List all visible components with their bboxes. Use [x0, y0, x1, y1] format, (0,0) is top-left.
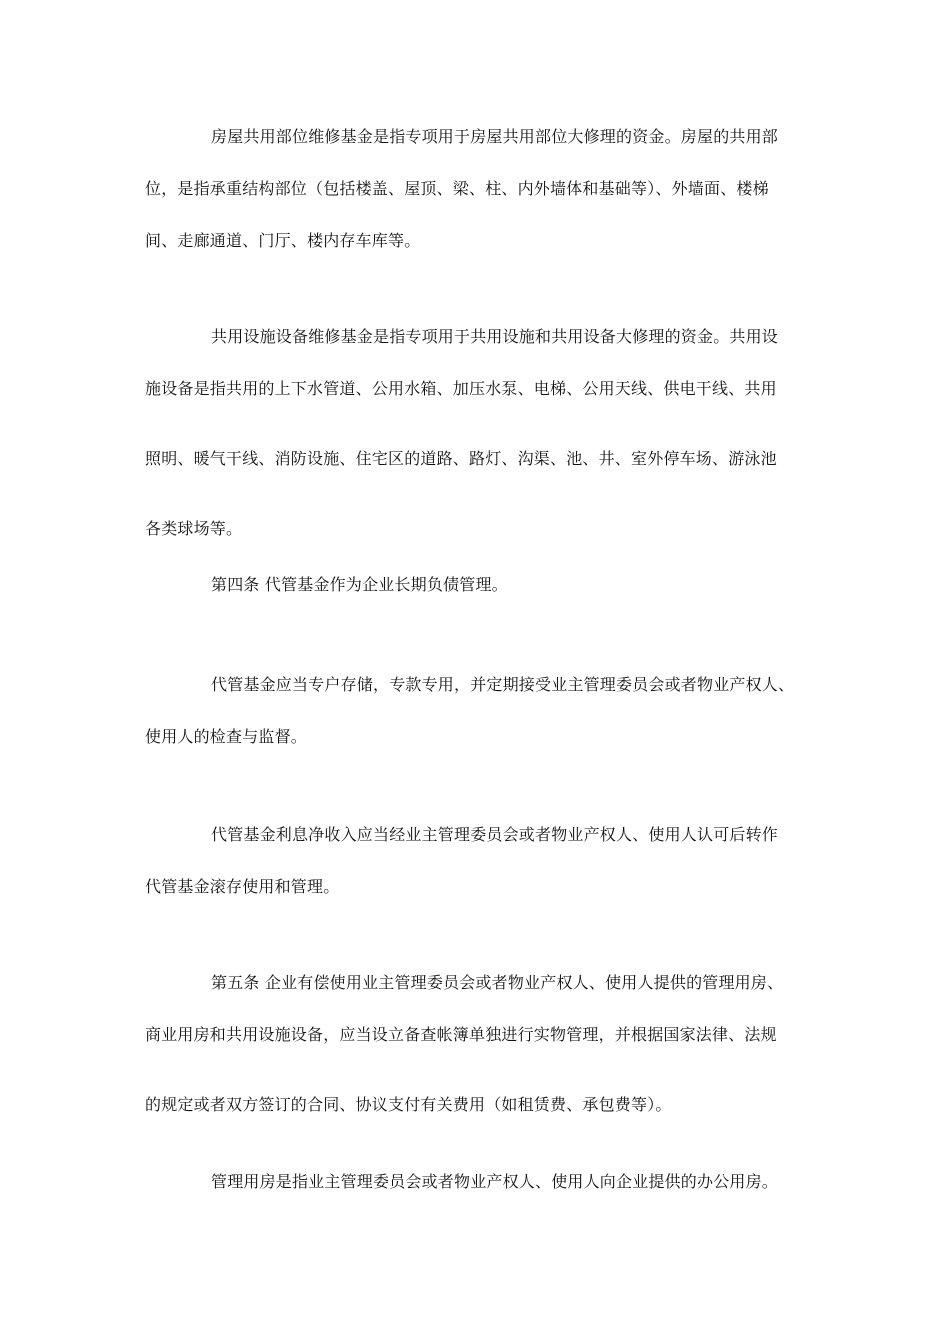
paragraph-line: 照明、暖气干线、消防设施、住宅区的道路、路灯、沟渠、池、井、室外停车场、游泳池 [145, 449, 777, 468]
paragraph-line: 管理用房是指业主管理委员会或者物业产权人、使用人向企业提供的办公用房。 [211, 1172, 779, 1191]
paragraph-line: 使用人的检查与监督。 [145, 727, 308, 746]
paragraph-management-rooms [145, 1165, 845, 1199]
paragraph-line: 间、走廊通道、门厅、楼内存车库等。 [145, 231, 421, 250]
paragraph-line: 第四条 代管基金作为企业长期负债管理。 [211, 575, 508, 594]
paragraph-line: 代管基金利息净收入应当经业主管理委员会或者物业产权人、使用人认可后转作 [211, 825, 779, 844]
paragraph-fund-interest [145, 818, 845, 922]
paragraph-common-facilities-fund [145, 320, 845, 564]
paragraph-line: 代管基金应当专户存储，专款专用，并定期接受业主管理委员会或者物业产权人、 [211, 675, 795, 694]
paragraph-line: 位，是指承重结构部位（包括楼盖、屋顶、梁、柱、内外墙体和基础等）、外墙面、楼梯 [145, 179, 769, 198]
paragraph-line: 施设备是指共用的上下水管道、公用水箱、加压水泵、电梯、公用天线、供电干线、共用 [145, 379, 777, 398]
paragraph-fund-deposit [145, 668, 845, 772]
paragraph-common-parts-fund [145, 120, 845, 258]
paragraph-line: 各类球场等。 [145, 519, 243, 538]
paragraph-line: 的规定或者双方签订的合同、协议支付有关费用（如租赁费、承包费等）。 [145, 1095, 672, 1114]
paragraph-line: 第五条 企业有偿使用业主管理委员会或者物业产权人、使用人提供的管理用房、 [211, 973, 784, 992]
paragraph-line: 代管基金滚存使用和管理。 [145, 877, 340, 896]
paragraph-article-four [145, 568, 845, 602]
paragraph-article-five [145, 966, 845, 1140]
paragraph-line: 房屋共用部位维修基金是指专项用于房屋共用部位大修理的资金。房屋的共用部 [211, 127, 779, 146]
paragraph-line: 商业用房和共用设施设备，应当设立备查帐簿单独进行实物管理，并根据国家法律、法规 [145, 1025, 777, 1044]
paragraph-line: 共用设施设备维修基金是指专项用于共用设施和共用设备大修理的资金。共用设 [211, 327, 779, 346]
